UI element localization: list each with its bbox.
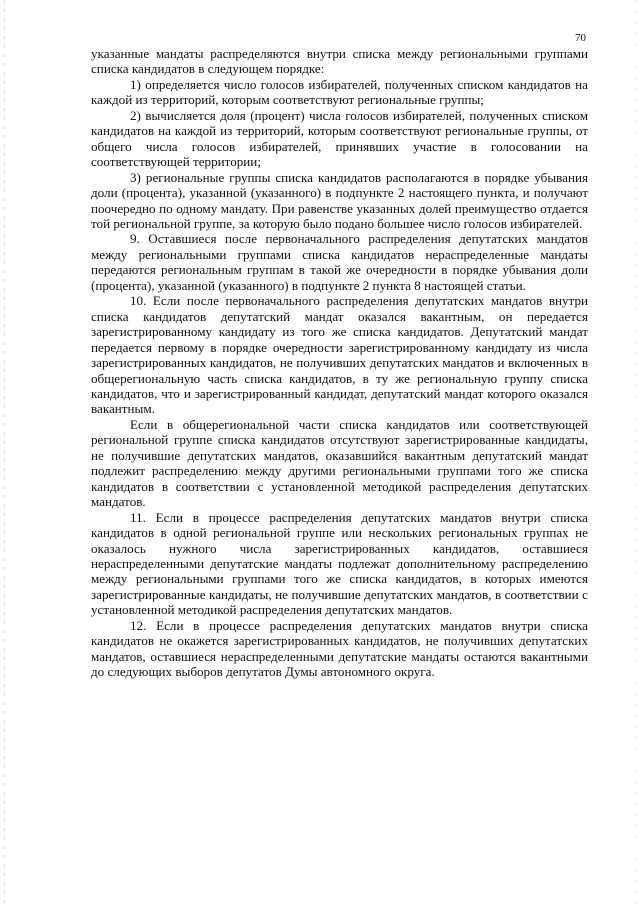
- paragraph: Если в общерегиональной части списка кандидатов или соответствующей региональной группе списка кандидатов отсутствуют зарегистрированные кандидаты, не получившие депутатских мандатов, оказавшийся вакантным депутатский мандат подлежит распределению между другими региональными группами того же списка кандидатов в соответствии с установленной методикой распределения депутатских мандатов.: [91, 416, 588, 510]
- paragraph: 9. Оставшиеся после первоначального распределения депутатских мандатов между региональными группами списка кандидатов нераспределенные мандаты передаются региональным группам в такой же очередности в порядке убывания доли (процента), указанной (указанного) в подпункте 2 пункта 8 настоящей статьи.: [91, 231, 588, 293]
- paragraph: указанные мандаты распределяются внутри списка между региональными группами списка кандидатов в следующем порядке:: [91, 46, 588, 77]
- paragraph: 11. Если в процессе распределения депутатских мандатов внутри списка кандидатов в одной региональной группе или нескольких региональных группах не оказалось нужного числа зарегистрированных кандидатов, оставшиеся нераспределенными депутатские мандаты подлежат дополнительному распределению между региональными группами того же списка кандидатов, в которых имеются зарегистрированные кандидаты, не получившие депутатских мандатов, в соответствии с установленной методикой распределения депутатских мандатов.: [91, 509, 588, 618]
- scan-edge-left: [4, 0, 5, 905]
- page-number: 70: [575, 32, 586, 44]
- document-body: [91, 46, 588, 680]
- paragraph: 2) вычисляется доля (процент) числа голосов избирателей, полученных списком кандидатов на каждой из территорий, которым соответствуют региональные группы, от общего числа голосов избирателей, принявших участие в голосовании на соответствующей территории;: [91, 107, 588, 170]
- paragraph: 3) региональные группы списка кандидатов располагаются в порядке убывания доли (процента), указанной (указанного) в подпункте 2 настоящего пункта, и получают поочередно по одному мандату. При равенстве указанных долей преимущество отдается той региональной группе, за которую было подано большее число голосов избирателей.: [91, 169, 588, 231]
- scan-edge-right: [636, 0, 637, 905]
- paragraph: 12. Если в процессе распределения депутатских мандатов внутри списка кандидатов не окажется зарегистрированных кандидатов, не получивших депутатских мандатов, оставшиеся нераспределенными депутатские мандаты остаются вакантными до следующих выборов депутатов Думы автономного округа.: [91, 617, 588, 680]
- paragraph: 10. Если после первоначального распределения депутатских мандатов внутри списка кандидатов депутатский мандат оказался вакантным, он передается зарегистрированному кандидату из того же списка кандидатов. Депутатский мандат передается первому в порядке очередности зарегистрированному кандидату из числа зарегистрированных кандидатов, не получивших депутатских мандатов и включенных в общерегиональную часть списка кандидатов, в ту же региональную группу списка кандидатов, что и зарегистрированный кандидат, депутатский мандат которого оказался вакантным.: [91, 293, 588, 417]
- paragraph: 1) определяется число голосов избирателей, полученных списком кандидатов на каждой из территорий, которым соответствуют региональные группы;: [91, 76, 588, 108]
